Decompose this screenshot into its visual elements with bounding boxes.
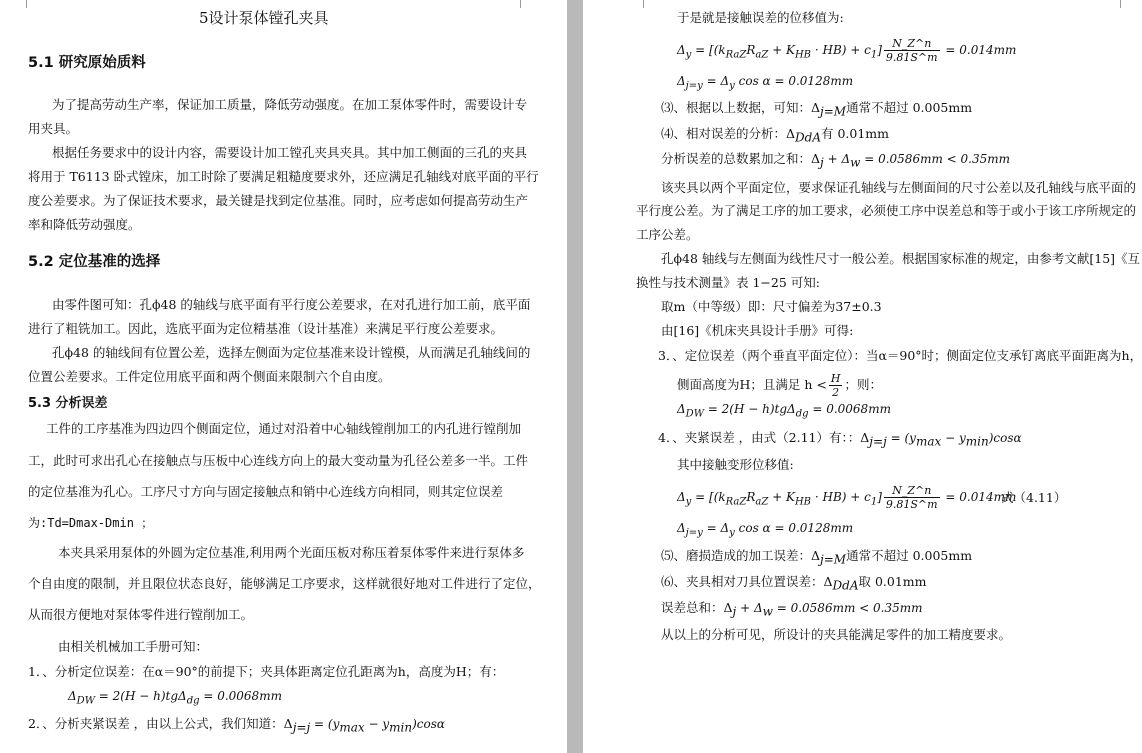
list-item: ⑸、磨损造成的加工误差：$\Delta_{j=M}$通常不超过 0.005mm [661, 548, 973, 567]
paragraph-line: 孔ϕ48 的轴线间有位置公差，选择左侧面为定位基准来设计镗模，从而满足孔轴线间的 [52, 345, 531, 360]
list-item: 2．、分析夹紧误差 ，由以上公式，我们知道：$\Delta_{j=j} = (y_{max} - y_{min})\cos\alpha$ [28, 716, 445, 735]
crop-mark [14, 0, 27, 8]
paragraph-line: 工件的工序基准为四边四个侧面定位，通过对沿着中心轴线镗削加工的内孔进行镗削加 [46, 421, 522, 436]
paragraph-line: 换性与技术测量》表 1−25 可知: [636, 275, 820, 290]
paragraph-line: 工序公差。 [636, 227, 699, 242]
paragraph-line: 率和降低劳动强度。 [28, 217, 141, 232]
equation: $\Delta_{j=y} = \Delta_y$ cos α = 0.0128mm [677, 521, 854, 539]
crop-mark [631, 0, 644, 8]
paragraph-line: 为了提高劳动生产率，保证加工质量，降低劳动强度。在加工泵体零件时，需要设计专 [52, 97, 528, 112]
equation: $\Delta_{DW} = 2(H - h)tg\Delta_{dg} = 0.0068mm$ [68, 689, 282, 707]
list-item: 1．、分析定位误差：在α＝90°的前提下；夹具体距离定位孔距离为h，高度为H；有： [28, 664, 505, 679]
equation: $\Delta_{j=y} = \Delta_y$ cos α = 0.0128mm [677, 74, 854, 92]
paragraph-line: 由零件图可知：孔ϕ48 的轴线与底平面有平行度公差要求，在对孔进行加工前，底平面 [52, 297, 531, 312]
paragraph-line: 度公差要求。为了保证技术要求，最关键是找到定位基准。同时，应考虑如何提高劳动生产 [28, 193, 529, 208]
paragraph-line: 本夹具采用泵体的外圆为定位基准,利用两个光面压板对称压着泵体零件来进行泵体多 [58, 545, 525, 560]
paragraph-line: 于是就是接触误差的位移值为: [677, 10, 844, 25]
list-item: 3．、定位误差（两个垂直平面定位）：当α＝90°时；侧面定位支承钉离底平面距离为h， [658, 348, 1142, 363]
paragraph-line: 从而很方便地对泵体零件进行镗削加工。 [28, 607, 254, 622]
paragraph-line: 根据任务要求中的设计内容，需要设计加工镗孔夹具夹具。其中加工侧面的三孔的夹具 [52, 145, 528, 160]
equation: $\Delta_y = [(k_{RaZ}R_{aZ} + K_{HB} \cdot HB) + c_1]$ $\frac{N\_Z\^{}n}{9.81S\^{}m}$ = 0.014mm [677, 484, 1017, 511]
document-page-left [0, 0, 567, 753]
paragraph-line: 取m（中等级）即：尺寸偏差为37±0.3 [661, 299, 882, 314]
list-item: ⑷、相对误差的分析：$\Delta_{DdA}$有 0.01mm [661, 126, 890, 145]
crop-mark [520, 0, 533, 8]
paragraph-line: 侧面高度为H；且满足 h < $\frac{H}{2}$ ；则： [677, 372, 882, 399]
paragraph-line: 平行度公差。为了满足工序的加工要求，必须使工序中误差总和等于或小于该工序所规定的 [636, 203, 1137, 218]
paragraph-line: 进行了粗铣加工。因此，选底平面为定位精基准（设计基准）来满足平行度公差要求。 [28, 321, 504, 336]
document-page-right [583, 0, 1142, 753]
conclusion-paragraph: 从以上的分析可见，所设计的夹具能满足零件的加工精度要求。 [661, 627, 1012, 642]
equation-label: 式（4.11） [1001, 490, 1067, 505]
chapter-title: 5设计泵体镗孔夹具 [199, 9, 329, 27]
paragraph-line: 误差总和：$\Delta_j + \Delta_w = 0.0586mm < 0.35mm$ [661, 600, 923, 619]
paragraph-line: 为:Td=Dmax-Dmin ； [28, 516, 154, 530]
paragraph-line: 该夹具以两个平面定位，要求保证孔轴线与左侧面间的尺寸公差以及孔轴线与底平面的 [661, 180, 1137, 195]
paragraph-line: 分析误差的总数累加之和：$\Delta_j + \Delta_w = 0.0586mm < 0.35mm$ [661, 151, 1010, 170]
list-item: 4．、夹紧误差 ，由式（2.11）有：：$\Delta_{j=j} = (y_{max} - y_{min})\cos\alpha$ [658, 430, 1022, 449]
paragraph-line: 孔ϕ48 轴线与左侧面为线性尺寸一般公差。根据国家标准的规定，由参考文献[15]《互 [661, 251, 1141, 266]
paragraph-line: 其中接触变形位移值: [677, 457, 794, 472]
equation: $\Delta_y = [(k_{RaZ}R_{aZ} + K_{HB} \cdot HB) + c_1]$ $\frac{N\_Z\^{}n}{9.81S\^{}m}$ = 0.014mm [677, 37, 1017, 64]
section-heading-5-1: 5.1 研究原始质料 [28, 55, 146, 71]
list-item: ⑹、夹具相对刀具位置误差：$\Delta_{DdA}$取 0.01mm [661, 574, 927, 593]
section-heading-5-3: 5.3 分析误差 [28, 396, 108, 411]
equation: $\Delta_{DW} = 2(H - h)tg\Delta_{dg} = 0.0068mm$ [677, 402, 891, 420]
list-item: ⑶、根据以上数据，可知：$\Delta_{j=M}$通常不超过 0.005mm [661, 100, 973, 119]
crop-mark [1120, 0, 1133, 8]
paragraph-line: 位置公差要求。工件定位用底平面和两个侧面来限制六个自由度。 [28, 369, 391, 384]
paragraph-line: 个自由度的限制，并且限位状态良好，能够满足工序要求，这样就很好地对工件进行了定位， [28, 576, 541, 591]
paragraph-line: 用夹具。 [28, 121, 79, 136]
section-heading-5-2: 5.2 定位基准的选择 [28, 254, 161, 270]
paragraph-line: 由相关机械加工手册可知： [58, 639, 209, 654]
paragraph-line: 由[16]《机床夹具设计手册》可得: [661, 323, 854, 338]
paragraph-line: 的定位基准为孔心。工序尺寸方向与固定接触点和销中心连线方向相同，则其定位误差 [28, 484, 504, 499]
paragraph-line: 将用于 T6113 卧式镗床，加工时除了要满足粗糙度要求外，还应满足孔轴线对底平面的平行 [28, 169, 539, 184]
paragraph-line: 工，此时可求出孔心在接触点与压板中心连线方向上的最大变动量为孔径公差多一半。工件 [28, 453, 529, 468]
